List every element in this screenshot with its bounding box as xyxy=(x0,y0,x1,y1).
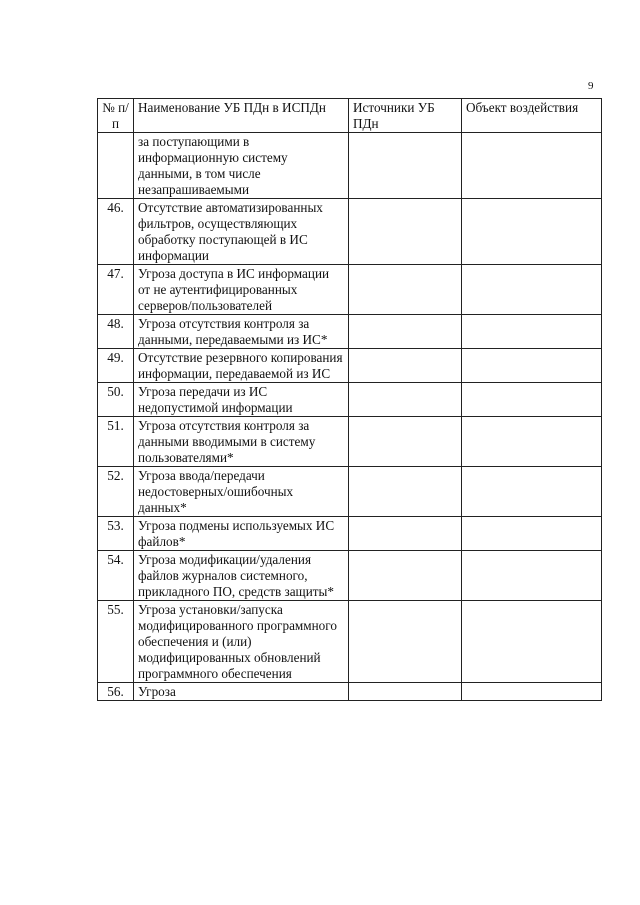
threat-name: за поступающими в информационную систему данными, в том числе незапрашиваемыми xyxy=(134,133,349,199)
impact-object xyxy=(462,517,602,551)
threat-name: Угроза отсутствия контроля за данными, передаваемыми из ИС* xyxy=(134,315,349,349)
impact-object xyxy=(462,601,602,683)
threat-name: Отсутствие автоматизированных фильтров, осуществляющих обработку поступающей в ИС информации xyxy=(134,199,349,265)
impact-object xyxy=(462,199,602,265)
row-number: 53. xyxy=(98,517,134,551)
row-number: 54. xyxy=(98,551,134,601)
row-number: 46. xyxy=(98,199,134,265)
threat-sources xyxy=(349,601,462,683)
threat-name: Угроза доступа в ИС информации от не аутентифицированных серверов/пользователей xyxy=(134,265,349,315)
table-row xyxy=(98,551,602,601)
threat-sources xyxy=(349,199,462,265)
table-row xyxy=(98,133,602,199)
impact-object xyxy=(462,467,602,517)
row-number: 56. xyxy=(98,683,134,701)
header-threat-sources: Источники УБ ПДн xyxy=(349,99,462,133)
impact-object xyxy=(462,417,602,467)
threat-name: Угроза подмены используемых ИС файлов* xyxy=(134,517,349,551)
table-row xyxy=(98,683,602,701)
row-number: 51. xyxy=(98,417,134,467)
row-number: 48. xyxy=(98,315,134,349)
impact-object xyxy=(462,133,602,199)
threat-sources xyxy=(349,417,462,467)
threat-name: Угроза установки/запуска модифицированного программного обеспечения и (или) модифицированных обновлений программного обеспечения xyxy=(134,601,349,683)
page-number: 9 xyxy=(588,80,594,92)
threat-sources xyxy=(349,349,462,383)
threat-sources xyxy=(349,517,462,551)
impact-object xyxy=(462,551,602,601)
table-row xyxy=(98,417,602,467)
table-row xyxy=(98,517,602,551)
impact-object xyxy=(462,265,602,315)
row-number: 52. xyxy=(98,467,134,517)
impact-object xyxy=(462,349,602,383)
threat-sources xyxy=(349,467,462,517)
threat-sources xyxy=(349,383,462,417)
threat-sources xyxy=(349,551,462,601)
header-threat-name: Наименование УБ ПДн в ИСПДн xyxy=(134,99,349,133)
threat-name: Угроза передачи из ИС недопустимой информации xyxy=(134,383,349,417)
row-number: 50. xyxy=(98,383,134,417)
impact-object xyxy=(462,683,602,701)
header-impact-object: Объект воздействия xyxy=(462,99,602,133)
table-header-row xyxy=(98,99,602,133)
table-row xyxy=(98,315,602,349)
threat-name: Угроза модификации/удаления файлов журналов системного, прикладного ПО, средств защиты* xyxy=(134,551,349,601)
header-number: № п/п xyxy=(98,99,134,133)
table-row xyxy=(98,349,602,383)
table-row xyxy=(98,601,602,683)
threat-name: Угроза xyxy=(134,683,349,701)
row-number xyxy=(98,133,134,199)
table-row xyxy=(98,199,602,265)
threat-sources xyxy=(349,133,462,199)
threat-name: Отсутствие резервного копирования информации, передаваемой из ИС xyxy=(134,349,349,383)
table-row xyxy=(98,467,602,517)
row-number: 55. xyxy=(98,601,134,683)
threats-table xyxy=(97,98,602,701)
table-row xyxy=(98,383,602,417)
threat-sources xyxy=(349,315,462,349)
impact-object xyxy=(462,315,602,349)
threat-name: Угроза ввода/передачи недостоверных/ошибочных данных* xyxy=(134,467,349,517)
threat-name: Угроза отсутствия контроля за данными вводимыми в систему пользователями* xyxy=(134,417,349,467)
threat-sources xyxy=(349,683,462,701)
impact-object xyxy=(462,383,602,417)
threat-sources xyxy=(349,265,462,315)
table-row xyxy=(98,265,602,315)
row-number: 49. xyxy=(98,349,134,383)
row-number: 47. xyxy=(98,265,134,315)
